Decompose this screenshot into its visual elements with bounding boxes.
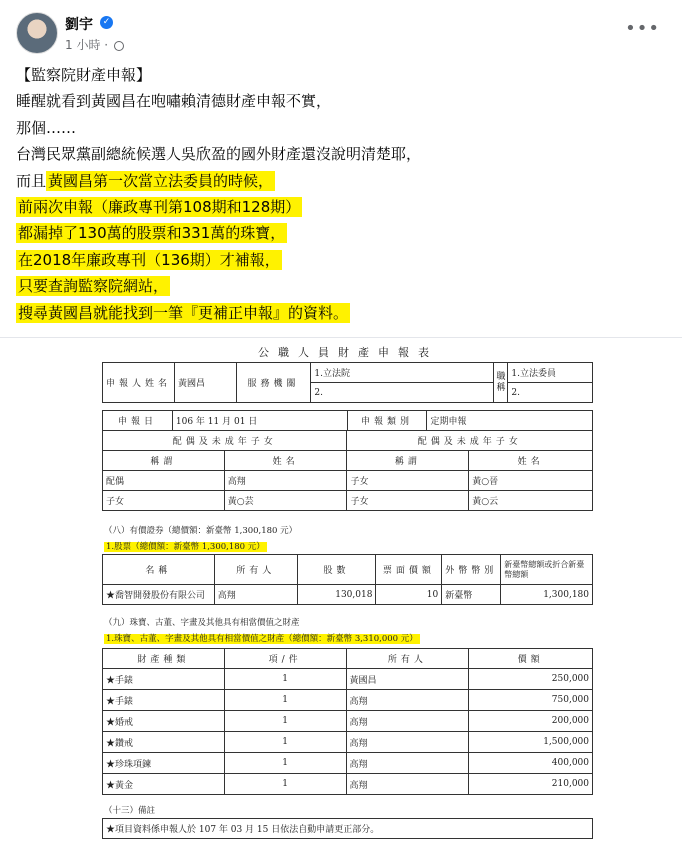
highlighted-text: 在2018年廉政專刊（136期）才補報， <box>18 250 280 269</box>
table-header-cell: 新臺幣總額或折合新臺幣總額 <box>501 555 593 585</box>
table-cell: ★婚戒 <box>103 711 225 732</box>
post-line <box>16 88 666 114</box>
table-cell: 子女 <box>347 491 469 511</box>
table-cell: 高翔 <box>346 774 469 795</box>
doc-title: 公職人員財產申報表 <box>258 346 438 359</box>
section-13-heading: （十三）備註 <box>104 806 156 816</box>
table-cell: 400,000 <box>469 753 593 774</box>
post-line <box>16 273 666 299</box>
post-line <box>16 141 666 167</box>
header-table <box>102 362 593 403</box>
table-row <box>103 669 593 690</box>
post-line-text: 那個…… <box>16 118 77 137</box>
section-9-heading: （九）珠寶、古董、字畫及其他具有相當價值之財產 <box>104 618 300 628</box>
globe-icon <box>114 41 124 51</box>
table-cell: 高翔 <box>224 471 347 491</box>
section-8-subheading-text: 1.股票（總價額：新臺幣 1,300,180 元） <box>106 542 265 552</box>
highlighted-text: 前兩次申報（廉政專刊第108期和128期） <box>18 198 301 217</box>
table-cell: 1 <box>224 711 346 732</box>
org-1: 1.立法院 <box>311 363 494 383</box>
table-cell: 1,300,180 <box>501 585 593 605</box>
post-line <box>16 62 666 88</box>
remark-table <box>102 818 593 839</box>
family-heading-left: 配偶及未成年子女 <box>103 431 347 451</box>
table-cell: 高翔 <box>346 711 469 732</box>
table-cell: 新臺幣 <box>442 585 501 605</box>
table-cell: 1 <box>224 753 346 774</box>
title-2: 2. <box>508 383 593 403</box>
table-cell: 1,500,000 <box>469 732 593 753</box>
table-cell: 黃○云 <box>469 491 593 511</box>
post-meta: 1 小時 · <box>65 36 124 53</box>
table-row <box>103 491 593 511</box>
table-row <box>103 690 593 711</box>
more-options-icon[interactable]: ••• <box>625 18 660 39</box>
table-cell: ★黃金 <box>103 774 225 795</box>
table-cell: 10 <box>376 585 442 605</box>
table-cell: 黃○晉 <box>469 471 593 491</box>
post-line <box>16 220 666 246</box>
post-text <box>16 62 666 326</box>
highlighted-text: 都漏掉了130萬的股票和331萬的珠寶， <box>18 224 286 243</box>
table-row <box>103 585 593 605</box>
date-table <box>102 410 593 431</box>
table-header-cell: 票面價額 <box>376 555 442 585</box>
family-heading-right: 配偶及未成年子女 <box>347 431 593 451</box>
name-label: 申報人姓名 <box>103 363 175 403</box>
table-row <box>103 753 593 774</box>
section-9-subheading-text: 1.珠寶、古董、字畫及其他具有相當價值之財產（總價額：新臺幣 3,310,000 元） <box>106 634 418 644</box>
post-line-text: 【監察院財產申報】 <box>16 66 152 84</box>
jewelry-table <box>102 648 593 795</box>
post-time[interactable]: 1 小時 <box>65 38 101 52</box>
table-cell: 高翔 <box>214 585 297 605</box>
section-8-heading: （八）有價證券（總價額：新臺幣 1,300,180 元） <box>104 526 298 536</box>
post-line-text: 睡醒就看到黃國昌在咆嘯賴清德財產申報不實， <box>16 92 332 111</box>
divider <box>0 337 682 338</box>
org-label: 服務機關 <box>236 363 311 403</box>
section-8-subheading <box>104 540 267 552</box>
post-line <box>16 194 666 220</box>
highlighted-text: 黃國昌第一次當立法委員的時候， <box>48 171 274 190</box>
table-header-cell: 名稱 <box>103 555 215 585</box>
table-cell: 1 <box>224 732 346 753</box>
post-line <box>16 247 666 273</box>
remark-text: ★項目資料係申報人於 107 年 03 月 15 日依法自動申請更正部分。 <box>103 819 593 839</box>
table-cell: 高翔 <box>346 690 469 711</box>
table-cell: ★珍珠項鍊 <box>103 753 225 774</box>
type-label: 申報類別 <box>347 411 427 431</box>
table-cell: 250,000 <box>469 669 593 690</box>
col-name: 姓名 <box>224 451 347 471</box>
table-cell: ★喬智開發股份有限公司 <box>103 585 215 605</box>
table-cell: 黃國昌 <box>346 669 469 690</box>
table-cell: 130,018 <box>297 585 376 605</box>
org-2: 2. <box>311 383 494 403</box>
section-9-subheading <box>104 632 420 644</box>
title-1: 1.立法委員 <box>508 363 593 383</box>
table-cell: 200,000 <box>469 711 593 732</box>
table-header-cell: 價額 <box>469 649 593 669</box>
date-label: 申報日 <box>103 411 173 431</box>
family-table <box>102 430 593 511</box>
table-header-cell: 股數 <box>297 555 376 585</box>
table-cell: 高翔 <box>346 732 469 753</box>
date-value: 106 年 11 月 01 日 <box>172 411 347 431</box>
post-line <box>16 300 666 326</box>
col-relation: 稱謂 <box>347 451 469 471</box>
table-row <box>103 711 593 732</box>
table-cell: 高翔 <box>346 753 469 774</box>
table-cell: ★手錶 <box>103 669 225 690</box>
table-header-cell: 財產種類 <box>103 649 225 669</box>
author-name[interactable]: 劉宇 <box>65 17 93 33</box>
table-cell: 子女 <box>103 491 225 511</box>
highlighted-text: 只要查詢監察院網站， <box>18 277 169 296</box>
post-line <box>16 168 666 194</box>
table-row <box>103 732 593 753</box>
col-relation: 稱謂 <box>103 451 225 471</box>
col-name: 姓名 <box>469 451 593 471</box>
attached-document-image[interactable] <box>98 342 598 842</box>
highlighted-text: 搜尋黃國昌就能找到一筆『更補正申報』的資料。 <box>18 303 349 322</box>
table-row <box>103 774 593 795</box>
verified-badge-icon: ✓ <box>100 16 113 29</box>
avatar[interactable] <box>16 12 58 54</box>
table-cell: 配偶 <box>103 471 225 491</box>
stocks-table <box>102 554 593 605</box>
table-cell: 子女 <box>347 471 469 491</box>
post-line <box>16 115 666 141</box>
table-cell: 210,000 <box>469 774 593 795</box>
table-header-cell: 所有人 <box>214 555 297 585</box>
table-cell: 1 <box>224 774 346 795</box>
post-line-prefix: 而且 <box>16 171 47 190</box>
table-row <box>103 471 593 491</box>
table-cell: 黃○芸 <box>224 491 347 511</box>
type-value: 定期申報 <box>427 411 593 431</box>
table-cell: 1 <box>224 690 346 711</box>
table-cell: ★手錶 <box>103 690 225 711</box>
name-value: 黃國昌 <box>175 363 237 403</box>
title-label: 職稱 <box>494 363 508 403</box>
table-cell: 750,000 <box>469 690 593 711</box>
table-cell: ★鑽戒 <box>103 732 225 753</box>
post-line-text: 台灣民眾黨副總統候選人吳欣盈的國外財產還沒說明清楚耶， <box>16 145 422 164</box>
table-header-cell: 所有人 <box>346 649 469 669</box>
table-cell: 1 <box>224 669 346 690</box>
table-header-cell: 項/件 <box>224 649 346 669</box>
table-header-cell: 外幣幣別 <box>442 555 501 585</box>
